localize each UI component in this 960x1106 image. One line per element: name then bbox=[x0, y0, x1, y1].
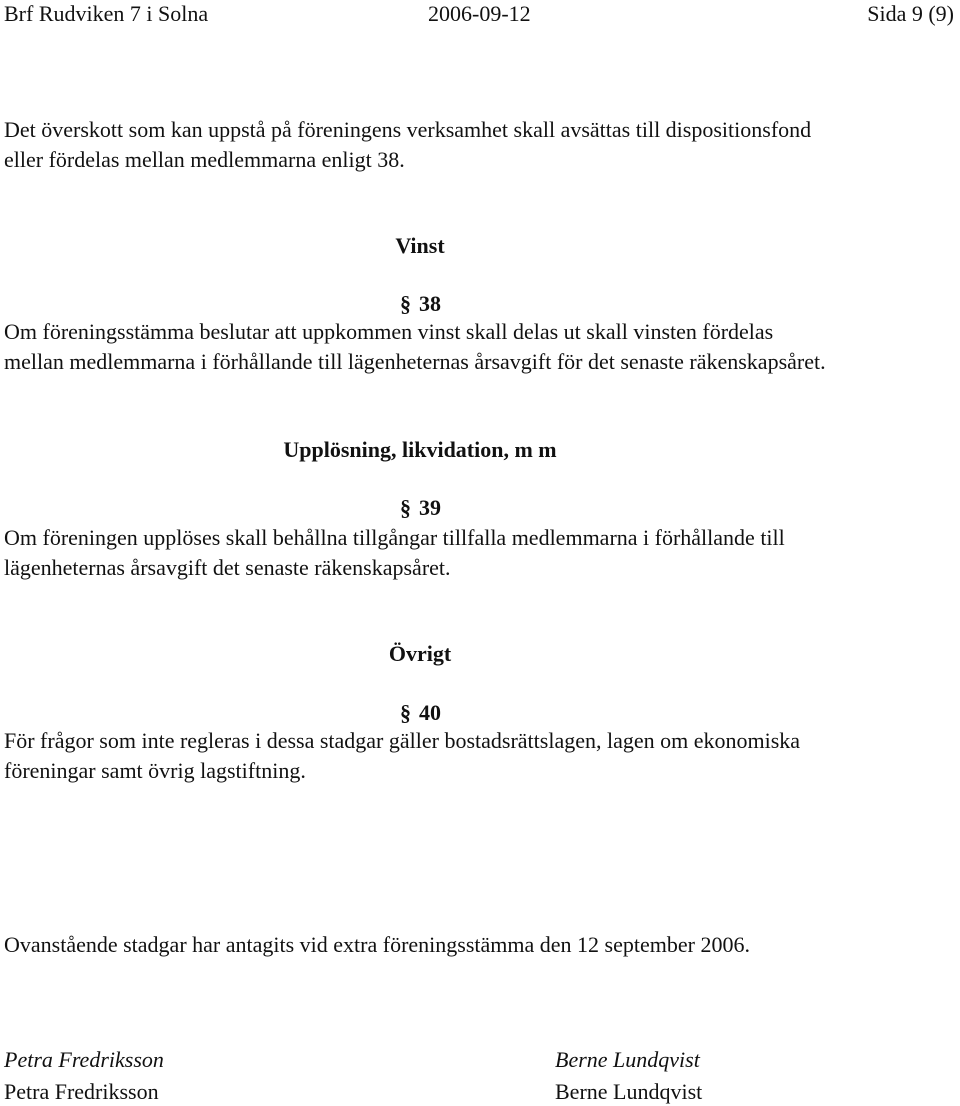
section-number: 40 bbox=[419, 700, 441, 725]
section-39-line-2: lägenheternas årsavgift det senaste räkenskapsåret. bbox=[4, 555, 451, 580]
handwritten-signature: Petra Fredriksson bbox=[4, 1047, 164, 1072]
section-symbol: § bbox=[400, 700, 411, 725]
section-number-40 bbox=[400, 699, 441, 727]
handwritten-signature: Berne Lundqvist bbox=[555, 1047, 700, 1072]
intro-line-2: eller fördelas mellan medlemmarna enligt 38. bbox=[4, 147, 405, 172]
section-symbol: § bbox=[400, 495, 411, 520]
page-header bbox=[4, 0, 954, 30]
closing-statement: Ovanstående stadgar har antagits vid extra föreningsstämma den 12 september 2006. bbox=[4, 932, 750, 957]
section-number: 39 bbox=[419, 495, 441, 520]
section-number-39 bbox=[400, 494, 441, 522]
header-page-number: Sida 9 (9) bbox=[867, 1, 954, 26]
signature-block-1 bbox=[4, 1046, 164, 1106]
header-association-name: Brf Rudviken 7 i Solna bbox=[4, 1, 209, 26]
section-38-paragraph bbox=[4, 317, 944, 377]
section-40-line-1: För frågor som inte regleras i dessa stadgar gäller bostadsrättslagen, lagen om ekonomiska bbox=[4, 728, 801, 753]
section-symbol: § bbox=[400, 291, 411, 316]
printed-name: Petra Fredriksson bbox=[4, 1079, 159, 1104]
signature-block-2 bbox=[555, 1046, 702, 1106]
intro-paragraph bbox=[4, 115, 944, 175]
section-39-line-1: Om föreningen upplöses skall behållna tillgångar tillfalla medlemmarna i förhållande till bbox=[4, 525, 785, 550]
section-number-38 bbox=[400, 290, 441, 318]
section-38-line-2: mellan medlemmarna i förhållande till lägenheternas årsavgift för det senaste räkenskapsåret. bbox=[4, 349, 826, 374]
header-date: 2006-09-12 bbox=[428, 1, 531, 26]
section-number: 38 bbox=[419, 291, 441, 316]
printed-name: Berne Lundqvist bbox=[555, 1079, 703, 1104]
section-heading-vinst: Vinst bbox=[395, 233, 445, 258]
section-38-line-1: Om föreningsstämma beslutar att uppkommen vinst skall delas ut skall vinsten fördelas bbox=[4, 319, 774, 344]
section-40-line-2: föreningar samt övrig lagstiftning. bbox=[4, 758, 306, 783]
section-heading-ovrigt: Övrigt bbox=[388, 641, 452, 666]
section-40-paragraph bbox=[4, 726, 944, 786]
intro-line-1: Det överskott som kan uppstå på föreningens verksamhet skall avsättas till dispositionsfond bbox=[4, 117, 812, 142]
section-heading-upplosning: Upplösning, likvidation, m m bbox=[283, 437, 557, 462]
section-39-paragraph bbox=[4, 523, 944, 583]
